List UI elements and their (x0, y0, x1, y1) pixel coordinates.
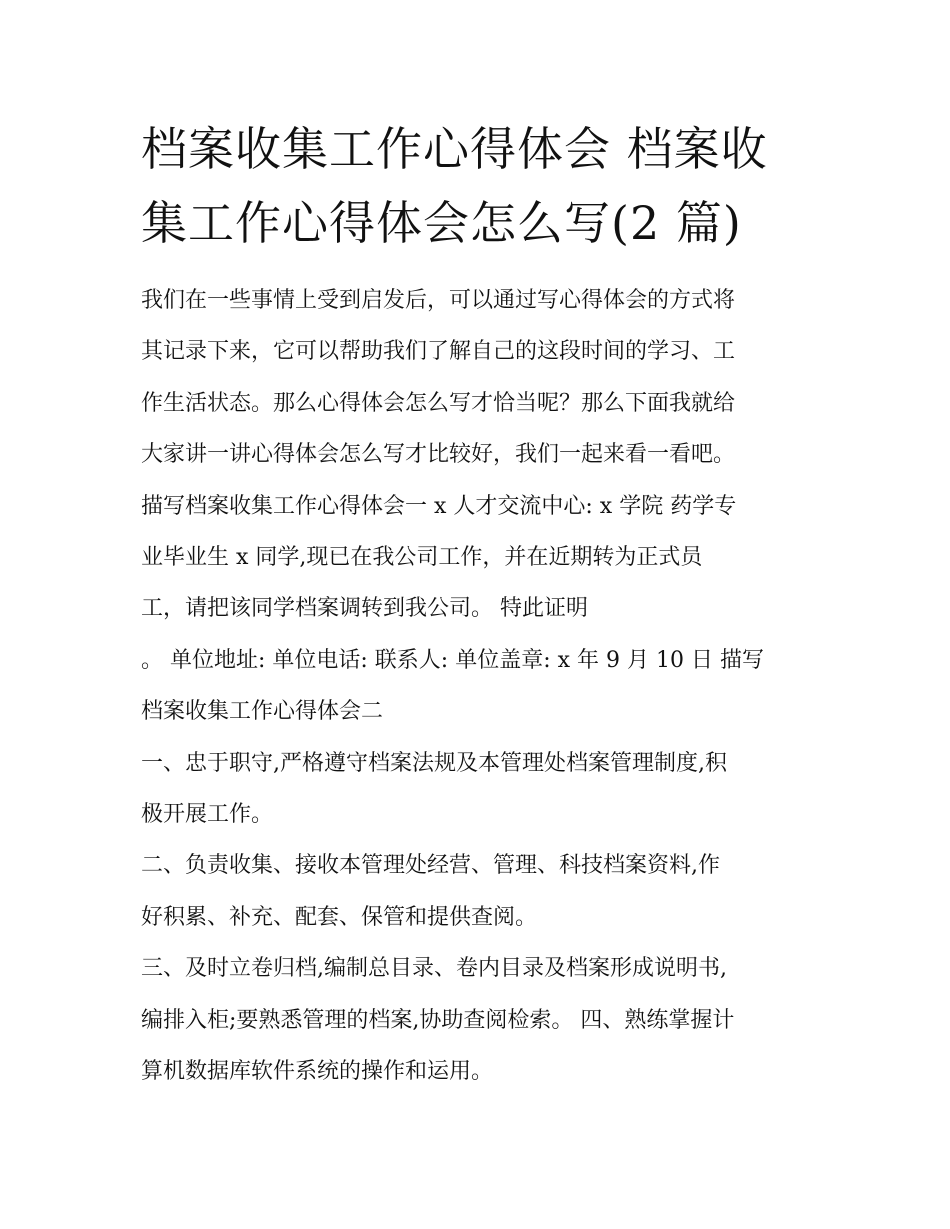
body-line: 极开展工作。 (141, 802, 274, 828)
body-line: 作生活状态。那么心得体会怎么写才恰当呢？那么下面我就给 (141, 390, 736, 416)
body-line: 工，请把该同学档案调转到我公司。 特此证明 (141, 596, 588, 622)
body-line: 一、忠于职守,严格遵守档案法规及本管理处档案管理制度,积 (141, 750, 727, 776)
page-title (141, 112, 821, 260)
title-line: 集工作心得体会怎么写(2 篇) (141, 196, 742, 250)
body-line: 大家讲一讲心得体会怎么写才比较好，我们一起来看一看吧。 (141, 442, 736, 468)
body-line: 档案收集工作心得体会二 (141, 699, 384, 725)
body-line: 我们在一些事情上受到启发后，可以通过写心得体会的方式将 (141, 288, 736, 313)
body-line: 算机数据库软件系统的操作和运用。 (141, 1059, 494, 1085)
title-line: 档案收集工作心得体会 档案收 (141, 122, 768, 176)
body-line: 。 单位地址: 单位电话: 联系人: 单位盖章: x 年 9 月 10 日 描写 (141, 647, 764, 673)
body-line: 描写档案收集工作心得体会一 x 人才交流中心: x 学院 药学专 (141, 493, 737, 519)
body-line: 编排入柜;要熟悉管理的档案,协助查阅检索。 四、熟练掌握计 (141, 1007, 735, 1033)
body-line: 其记录下来，它可以帮助我们了解自己的这段时间的学习、工 (141, 339, 736, 365)
body-line: 好积累、补充、配套、保管和提供查阅。 (141, 904, 538, 930)
document-body (141, 275, 821, 1098)
body-line: 二、负责收集、接收本管理处经营、管理、科技档案资料,作 (141, 853, 720, 879)
body-line: 三、及时立卷归档,编制总目录、卷内目录及档案形成说明书, (141, 956, 727, 982)
body-line: 业毕业生 x 同学,现已在我公司工作，并在近期转为正式员 (141, 545, 703, 571)
